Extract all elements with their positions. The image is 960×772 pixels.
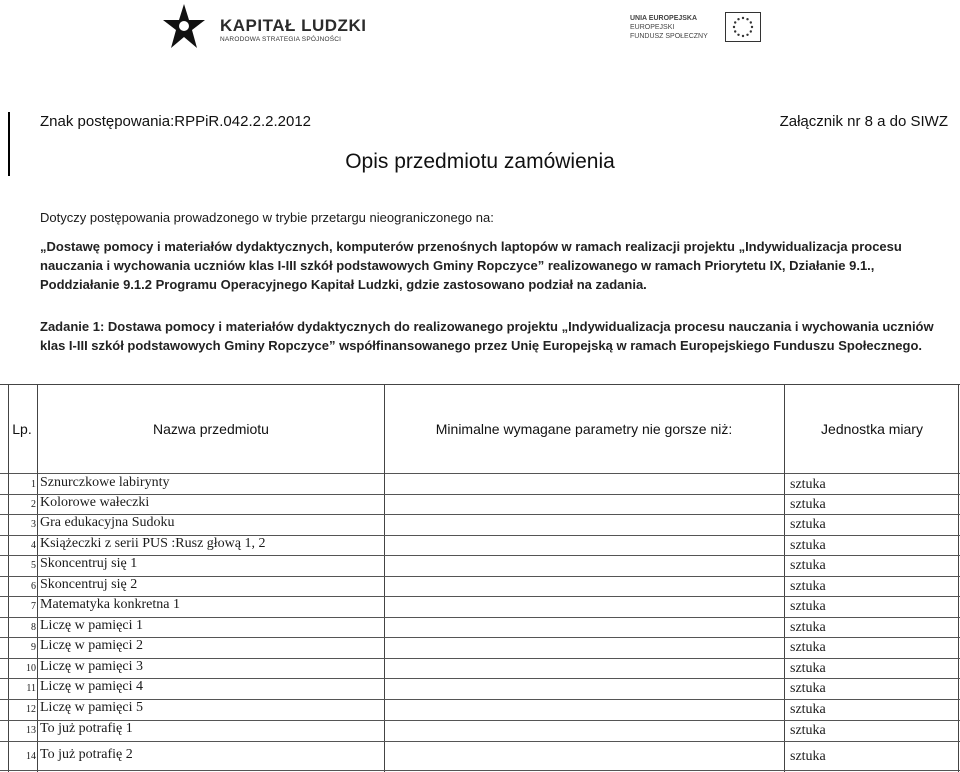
row-item-name: Matematyka konkretna 1 bbox=[40, 597, 180, 612]
table-row bbox=[0, 617, 960, 637]
kapital-ludzki-subtitle: NARODOWA STRATEGIA SPÓJNOŚCI bbox=[220, 36, 342, 43]
row-number: 5 bbox=[31, 560, 36, 571]
row-number: 13 bbox=[26, 725, 36, 736]
eu-logo-line: EUROPEJSKI bbox=[630, 24, 675, 31]
row-unit: sztuka bbox=[790, 538, 826, 553]
row-unit: sztuka bbox=[790, 702, 826, 717]
eu-logo bbox=[625, 8, 765, 48]
row-unit: sztuka bbox=[790, 749, 826, 764]
table-row bbox=[0, 720, 960, 740]
table-row bbox=[0, 474, 960, 494]
row-item-name: Liczę w pamięci 4 bbox=[40, 679, 144, 694]
row-divider bbox=[0, 741, 960, 742]
row-item-name: Skoncentruj się 2 bbox=[40, 577, 138, 592]
table-row bbox=[0, 555, 960, 575]
row-unit: sztuka bbox=[790, 681, 826, 696]
row-item-name: Liczę w pamięci 2 bbox=[40, 638, 144, 653]
eu-logo-line: UNIA EUROPEJSKA bbox=[630, 15, 698, 22]
row-number: 9 bbox=[31, 642, 36, 653]
kapital-ludzki-title: KAPITAŁ LUDZKI bbox=[220, 16, 367, 35]
table-row bbox=[0, 637, 960, 657]
kapital-ludzki-star-icon bbox=[162, 2, 206, 54]
row-item-name: To już potrafię 2 bbox=[40, 747, 133, 762]
row-unit: sztuka bbox=[790, 579, 826, 594]
row-item-name: Gra edukacyjna Sudoku bbox=[40, 515, 175, 530]
row-number: 4 bbox=[31, 540, 36, 551]
row-item-name: Książeczki z serii PUS :Rusz głową 1, 2 bbox=[40, 536, 266, 551]
eu-flag-icon bbox=[725, 12, 761, 42]
intro-text: Dotyczy postępowania prowadzonego w trybie przetargu nieograniczonego na: bbox=[40, 210, 494, 225]
row-unit: sztuka bbox=[790, 477, 826, 492]
row-item-name: Kolorowe wałeczki bbox=[40, 495, 150, 510]
row-item-name: Liczę w pamięci 1 bbox=[40, 618, 144, 633]
row-number: 11 bbox=[26, 683, 36, 694]
table-row bbox=[0, 514, 960, 534]
row-item-name: Liczę w pamięci 3 bbox=[40, 659, 144, 674]
table-row bbox=[0, 699, 960, 719]
table-top-border bbox=[0, 384, 960, 385]
eu-logo-text bbox=[630, 14, 708, 41]
header-item-name: Nazwa przedmiotu bbox=[153, 421, 269, 437]
table-row bbox=[0, 494, 960, 514]
table-row bbox=[0, 678, 960, 698]
row-unit: sztuka bbox=[790, 723, 826, 738]
row-unit: sztuka bbox=[790, 620, 826, 635]
row-item-name: Skoncentruj się 1 bbox=[40, 556, 138, 571]
row-number: 10 bbox=[26, 663, 36, 674]
kapital-ludzki-logo bbox=[162, 2, 392, 54]
row-number: 14 bbox=[26, 751, 36, 762]
table-row bbox=[0, 658, 960, 678]
reference-number: Znak postępowania:RPPiR.042.2.2.2012 bbox=[40, 113, 312, 130]
row-item-name: Liczę w pamięci 5 bbox=[40, 700, 144, 715]
row-number: 2 bbox=[31, 499, 36, 510]
attachment-label: Załącznik nr 8 a do SIWZ bbox=[779, 113, 948, 130]
row-unit: sztuka bbox=[790, 599, 826, 614]
header-unit: Jednostka miary bbox=[821, 421, 923, 437]
eu-logo-line: FUNDUSZ SPOŁECZNY bbox=[630, 33, 708, 40]
row-unit: sztuka bbox=[790, 661, 826, 676]
table-row bbox=[0, 596, 960, 616]
header-lp: Lp. bbox=[12, 421, 32, 437]
header-parameters: Minimalne wymagane parametry nie gorsze niż: bbox=[435, 421, 733, 437]
row-number: 1 bbox=[31, 479, 36, 490]
row-item-name: To już potrafię 1 bbox=[40, 721, 133, 736]
task-paragraph: Zadanie 1: Dostawa pomocy i materiałów dydaktycznych do realizowanego projektu „Indywidualizacja procesu nauczania i wychowania uczniów klas I-III szkół podstawowych Gminy Ropczyce” współfinansowanego przez Unię Europejską w ramach Europejskiego Funduszu Społecznego. bbox=[40, 319, 934, 353]
table-row bbox=[0, 576, 960, 596]
table-row bbox=[0, 746, 960, 766]
row-unit: sztuka bbox=[790, 640, 826, 655]
row-number: 7 bbox=[31, 601, 36, 612]
document-title: Opis przedmiotu zamówienia bbox=[345, 150, 615, 173]
row-item-name: Sznurczkowe labirynty bbox=[40, 475, 170, 490]
scope-paragraph: „Dostawę pomocy i materiałów dydaktycznych, komputerów przenośnych laptopów w ramach realizacji projektu „Indywidualizacja procesu nauczania i wychowania uczniów klas I-III szkół podstawowych Gminy Ropczyce” realizowanego w ramach Priorytetu IX, Działanie 9.1., Poddziałanie 9.1.2 Programu Operacyjnego Kapitał Ludzki, gdzie zastosowano podział na zadania. bbox=[40, 239, 902, 292]
row-number: 6 bbox=[31, 581, 36, 592]
row-number: 3 bbox=[31, 519, 36, 530]
row-number: 12 bbox=[26, 704, 36, 715]
row-unit: sztuka bbox=[790, 558, 826, 573]
row-number: 8 bbox=[31, 622, 36, 633]
row-unit: sztuka bbox=[790, 517, 826, 532]
table-row bbox=[0, 535, 960, 555]
row-unit: sztuka bbox=[790, 497, 826, 512]
